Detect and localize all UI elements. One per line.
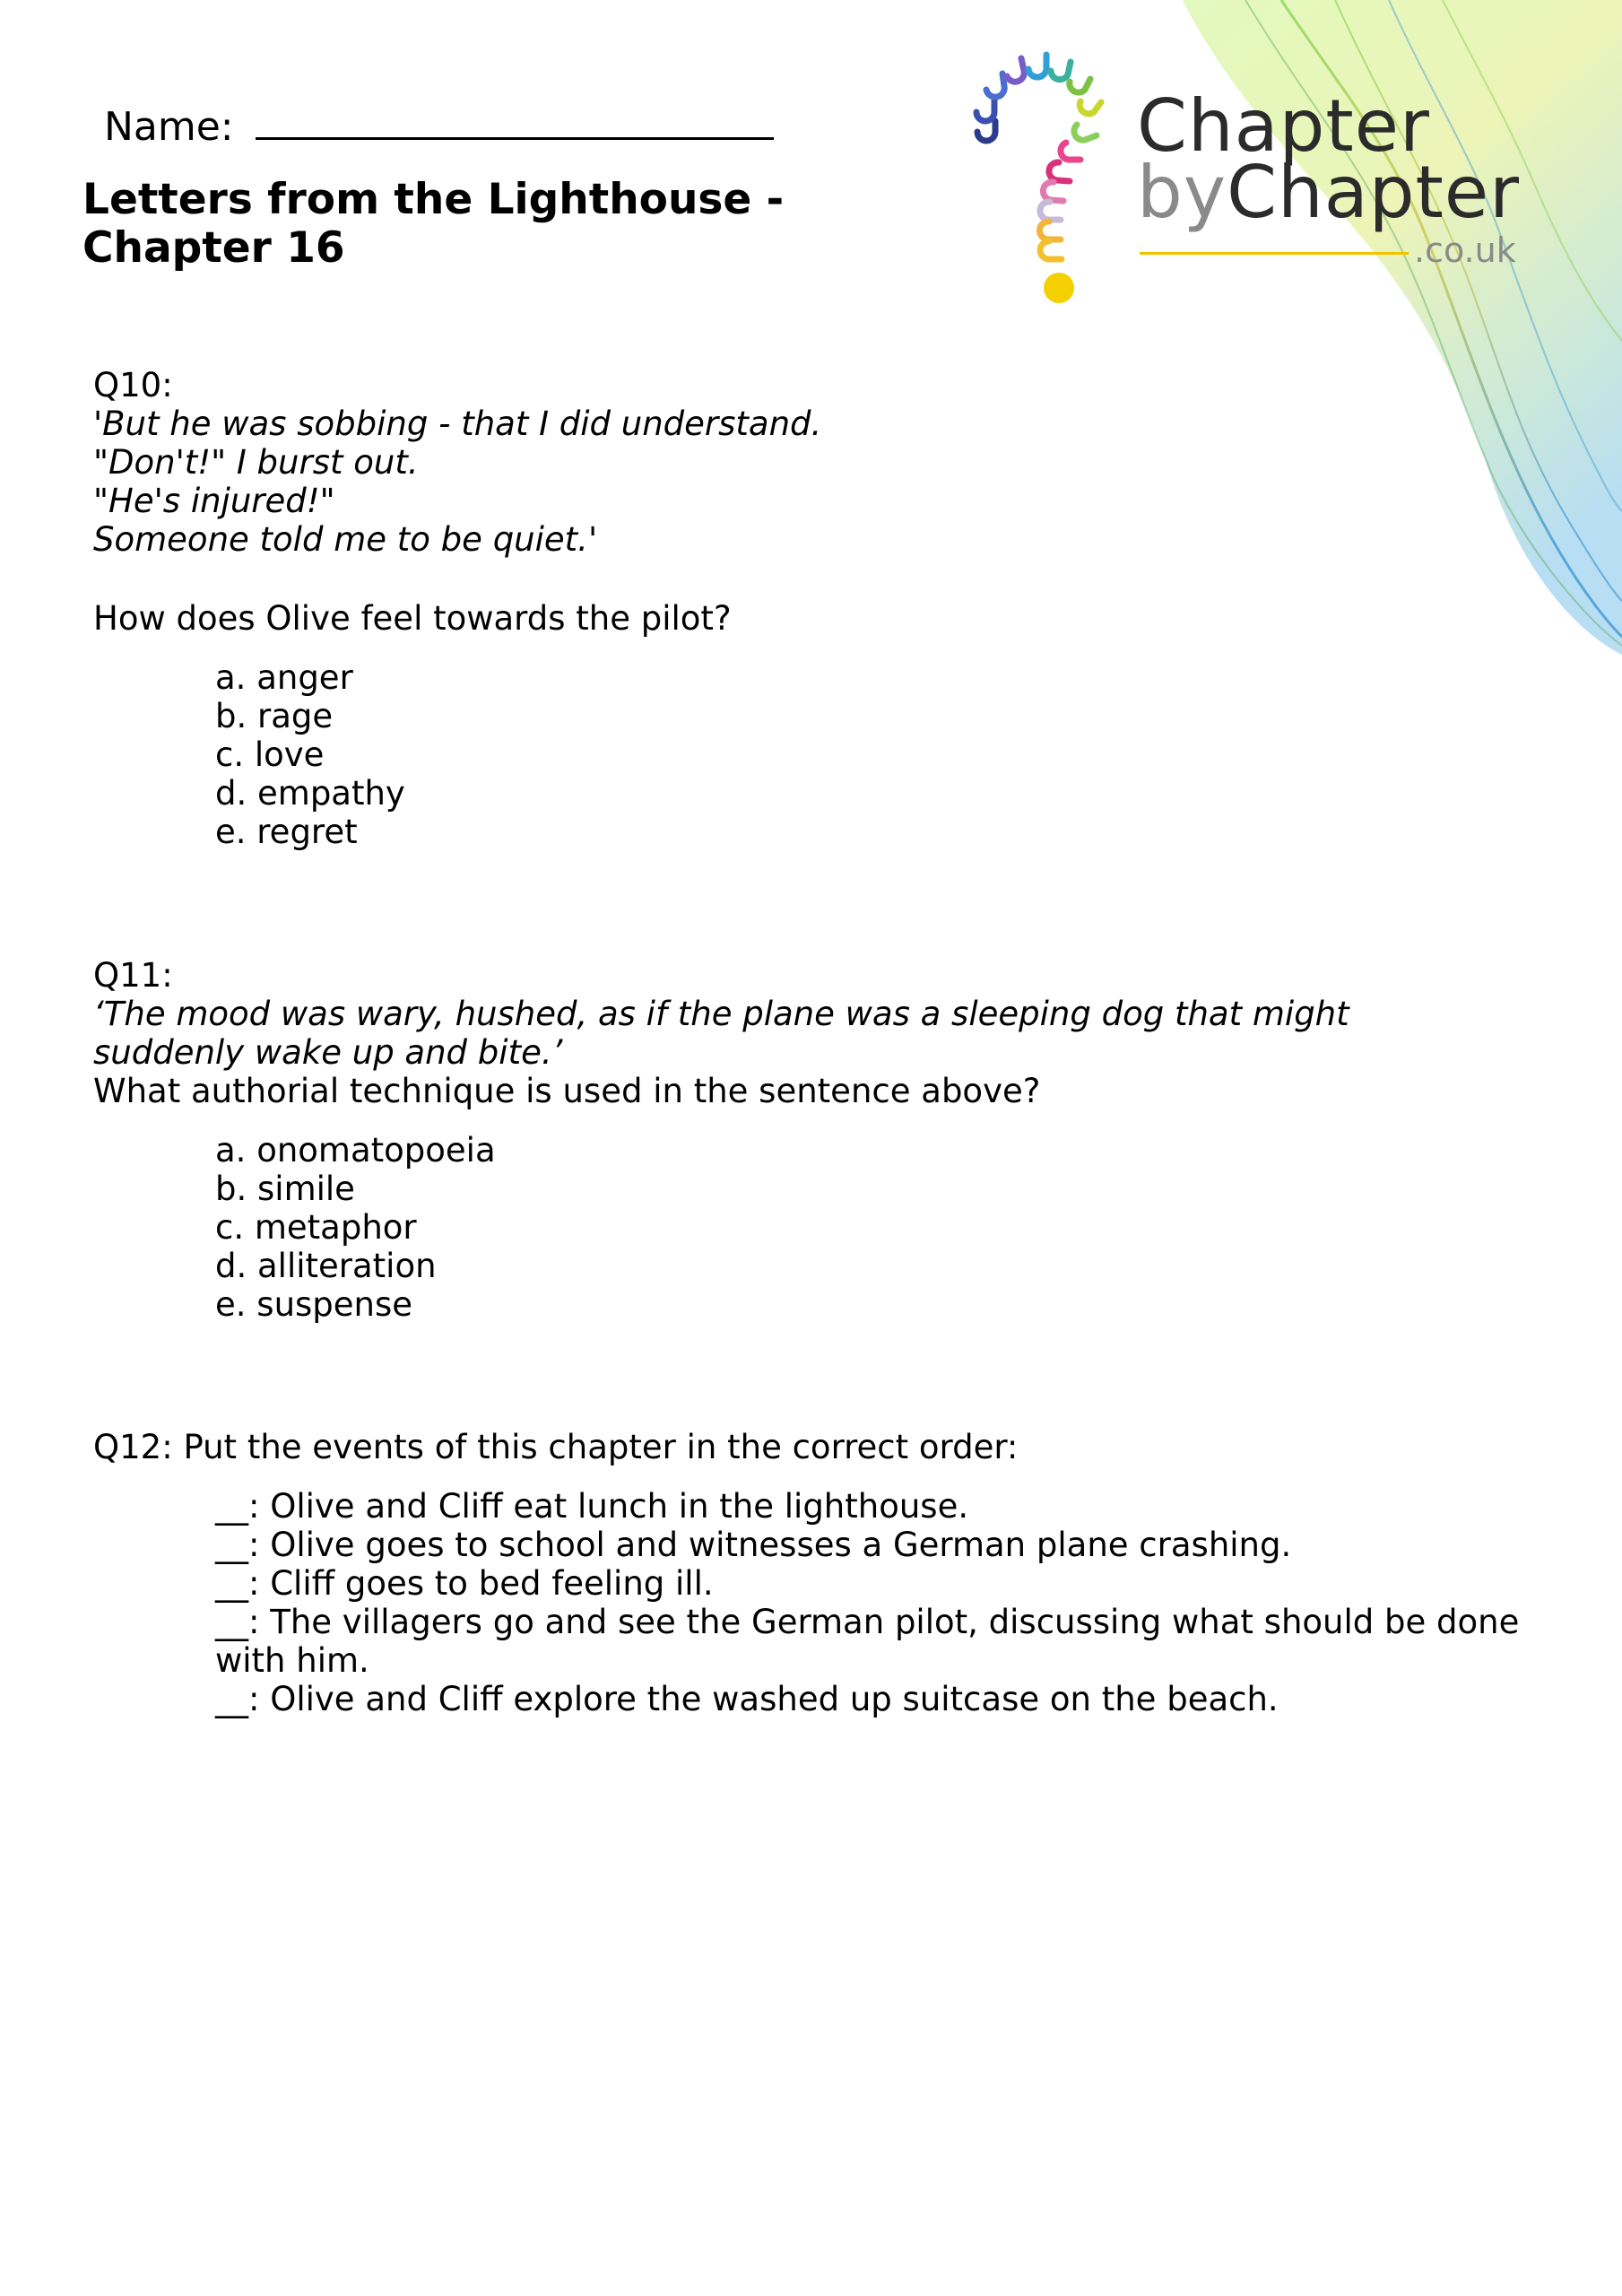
logo-text-by: by (1137, 151, 1227, 234)
q11-option-c[interactable]: c. metaphor (215, 1208, 417, 1247)
q11-option-d[interactable]: d. alliteration (215, 1247, 437, 1285)
q11-label: Q11: (93, 956, 173, 995)
logo-text-bychapter (1137, 151, 1520, 234)
q10-option-c[interactable]: c. love (215, 735, 325, 774)
q10-option-e[interactable]: e. regret (215, 813, 358, 851)
q10-quote-line-1 (93, 366, 821, 443)
name-label: Name: (104, 104, 234, 150)
q12-event-list (215, 1487, 1524, 1718)
q11-quote-text-1: ‘The mood was wary, hushed, as if the plane was a sleeping dog that might (93, 995, 1349, 1033)
q10-option-d[interactable]: d. empathy (215, 774, 405, 813)
q12-instruction: Put the events of this chapter in the correct order: (183, 1428, 1019, 1466)
q11-quote-line-1 (93, 956, 1349, 1033)
q12-event-3[interactable]: __: Cliff goes to bed feeling ill. (215, 1564, 714, 1603)
q11-option-a[interactable]: a. onomatopoeia (215, 1131, 496, 1170)
q12-event-5[interactable]: __: Olive and Cliff explore the washed up suitcase on the beach. (215, 1680, 1279, 1718)
worksheet-title (82, 176, 889, 273)
logo-underline (1140, 252, 1409, 255)
logo-dot-icon (1044, 273, 1074, 303)
q10-option-b[interactable]: b. rage (215, 697, 334, 735)
title-line-2: Chapter 16 (82, 223, 345, 273)
q10-label: Q10: (93, 366, 173, 404)
logo-text-chapter: Chapter (1137, 84, 1430, 168)
book-arc-logo-icon (964, 49, 1125, 318)
q10-quote-line-4: Someone told me to be quiet.' (93, 520, 598, 559)
q11-quote (93, 956, 1349, 1072)
q10-option-a[interactable]: a. anger (215, 658, 353, 697)
q10-quote (93, 366, 821, 559)
q12-event-1[interactable]: __: Olive and Cliff eat lunch in the lighthouse. (215, 1487, 969, 1526)
q11-question: What authorial technique is used in the sentence above? (93, 1072, 1041, 1110)
q12-event-2[interactable]: __: Olive goes to school and witnesses a German plane crashing. (215, 1526, 1292, 1564)
q10-question: How does Olive feel towards the pilot? (93, 599, 732, 638)
q11-option-b[interactable]: b. simile (215, 1170, 355, 1208)
q11-option-e[interactable]: e. suspense (215, 1285, 413, 1324)
title-line-1: Letters from the Lighthouse - (82, 175, 785, 224)
q10-quote-line-3: "He's injured!" (93, 482, 335, 520)
q12-instruction-row (93, 1428, 1018, 1466)
q10-quote-text-1: 'But he was sobbing - that I did understand. (93, 404, 822, 443)
q10-options (215, 658, 405, 851)
q11-options (215, 1131, 496, 1324)
logo-text-chapter-2: Chapter (1227, 151, 1520, 234)
q11-quote-line-2: suddenly wake up and bite.’ (93, 1033, 563, 1072)
q12-event-4[interactable]: __: The villagers go and see the German pilot, discussing what should be done with him. (215, 1603, 1520, 1680)
q12-label: Q12: (93, 1428, 173, 1466)
name-blank-line[interactable] (256, 92, 774, 140)
q10-quote-line-2: "Don't!" I burst out. (93, 443, 419, 482)
name-field-row (104, 92, 774, 150)
chapter-by-chapter-logo (964, 49, 1556, 318)
logo-domain: .co.uk (1414, 230, 1516, 270)
